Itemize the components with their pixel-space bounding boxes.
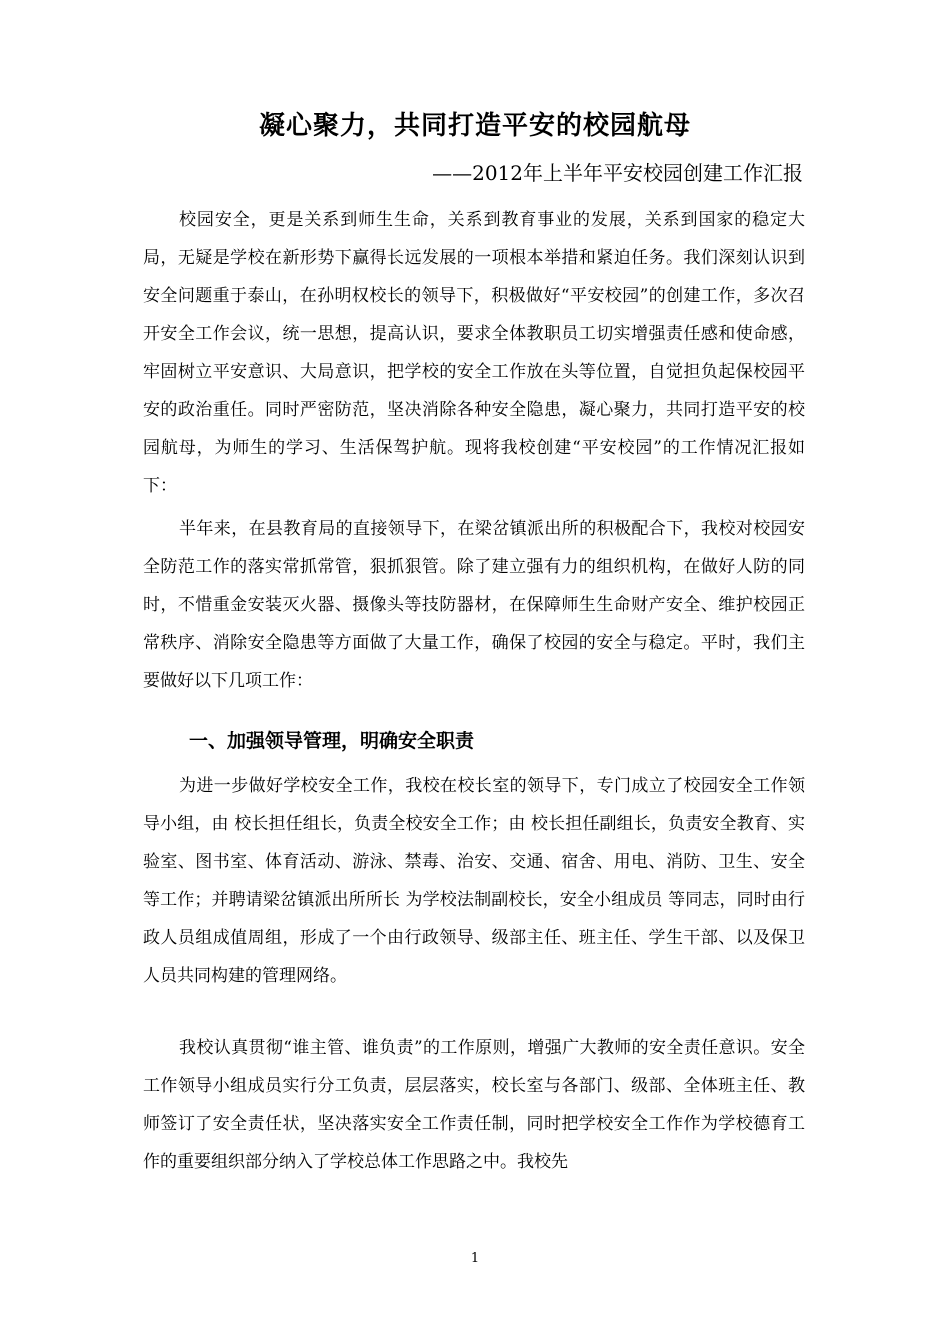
document-subtitle: ——2012年上半年平安校园创建工作汇报 (432, 161, 803, 185)
page-number: 1 (470, 1251, 480, 1266)
document-title: 凝心聚力，共同打造平安的校园航母 (258, 111, 691, 141)
paragraph-intro: 校园安全，更是关系到师生生命，关系到教育事业的发展，关系到国家的稳定大局，无疑是学校在新形势下赢得长远发展的一项根本举措和紧迫任务。我们深刻认识到安全问题重于泰山，在孙明权校长的领导下，积极做好“平安校园”的创建工作，多次召开安全工作会议，统一思想，提高认识，要求全体教职员工切实增强责任感和使命感，牢固树立平安意识、大局意识，把学校的安全工作放在头等位置，自觉担负起保校园平安的政治重任。同时严密防范，坚决消除各种安全隐患，凝心聚力，共同打造平安的校园航母，为师生的学习、生活保驾护航。现将我校创建“平安校园”的工作情况汇报如下： (143, 210, 805, 496)
paragraph-organization: 为进一步做好学校安全工作，我校在校长室的领导下，专门成立了校园安全工作领导小组，由 校长担任组长，负责全校安全工作；由 校长担任副组长，负责安全教育、实验室、图书室、体育活动、游泳、禁毒、治安、交通、宿舍、用电、消防、卫生、安全等工作；并聘请梁岔镇派出所所长 为学校法制副校长，安全小组成员 等同志，同时由行政人员组成值周组，形成了一个由行政领导、级部主任、班主任、学生干部、以及保卫人员共同构建的管理网络。 (143, 776, 805, 986)
paragraph-overview: 半年来，在县教育局的直接领导下，在梁岔镇派出所的积极配合下，我校对校园安全防范工作的落实常抓常管，狠抓狠管。除了建立强有力的组织机构，在做好人防的同时，不惜重金安装灭火器、摄像头等技防器材，在保障师生生命财产安全、维护校园正常秩序、消除安全隐患等方面做了大量工作，确保了校园的安全与稳定。平时，我们主要做好以下几项工作： (143, 519, 805, 691)
section-heading: 一、加强领导管理，明确安全职责 (189, 730, 475, 752)
paragraph-responsibility: 我校认真贯彻“谁主管、谁负责”的工作原则，增强广大教师的安全责任意识。安全工作领导小组成员实行分工负责，层层落实，校长室与各部门、级部、全体班主任、教师签订了安全责任状，坚决落实安全工作责任制，同时把学校安全工作作为学校德育工作的重要组织部分纳入了学校总体工作思路之中。我校先 (143, 1038, 805, 1172)
